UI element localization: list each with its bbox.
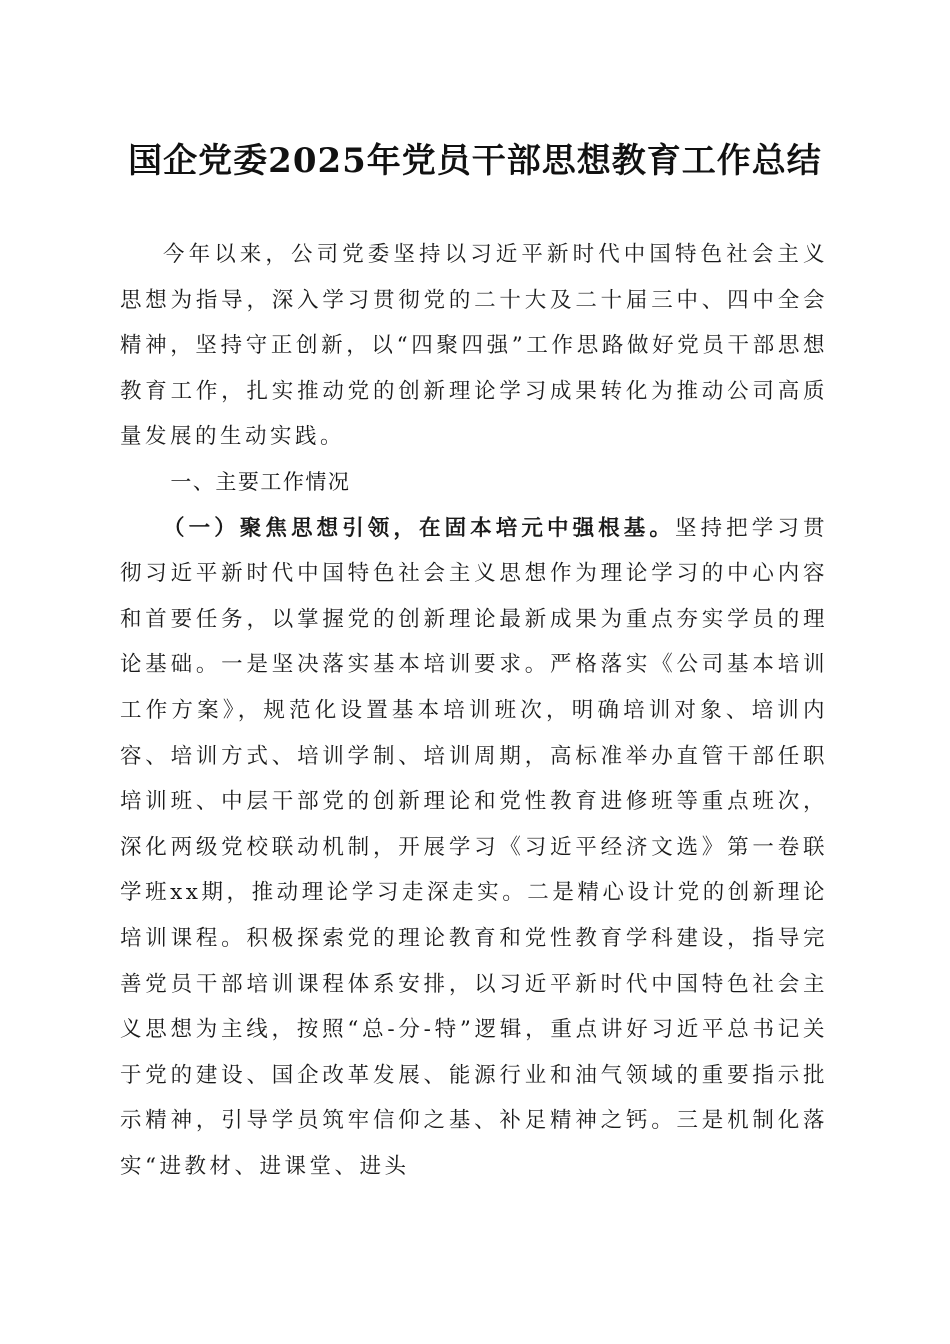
subsection-lead: （一）聚焦思想引领，在固本培元中强根基。	[163, 515, 675, 541]
document-title: 国企党委2025年党员干部思想教育工作总结	[128, 141, 822, 181]
subsection-body: 坚持把学习贯彻习近平新时代中国特色社会主义思想作为理论学习的中心内容和首要任务，以掌握党的创新理论最新成果为重点夯实学员的理论基础。一是坚决落实基本培训要求。严格落实《公司基本培训工作方案》，规范化设置基本培训班次，明确培训对象、培训内容、培训方式、培训学制、培训周期，高标准举办直管干部任职培训班、中层干部党的创新理论和党性教育进修班等重点班次，深化两级党校联动机制，开展学习《习近平经济文选》第一卷联学班xx期，推动理论学习走深走实。二是精心设计党的创新理论培训课程。积极探索党的理论教育和党性教育学科建设，指导完善党员干部培训课程体系安排，以习近平新时代中国特色社会主义思想为主线，按照“总-分-特”逻辑，重点讲好习近平总书记关于党的建设、国企改革发展、能源行业和油气领域的重要指示批示精神，引导学员筑牢信仰之基、补足精神之钙。三是机制化落实“进教材、进课堂、进头	[120, 515, 828, 1179]
subsection-paragraph	[120, 506, 828, 1190]
intro-paragraph: 今年以来，公司党委坚持以习近平新时代中国特色社会主义思想为指导，深入学习贯彻党的二十大及二十届三中、四中全会精神，坚持守正创新，以“四聚四强”工作思路做好党员干部思想教育工作，扎实推动党的创新理论学习成果转化为推动公司高质量发展的生动实践。	[120, 242, 828, 450]
section-heading: 一、主要工作情况	[170, 469, 351, 494]
document-body	[120, 232, 828, 1189]
